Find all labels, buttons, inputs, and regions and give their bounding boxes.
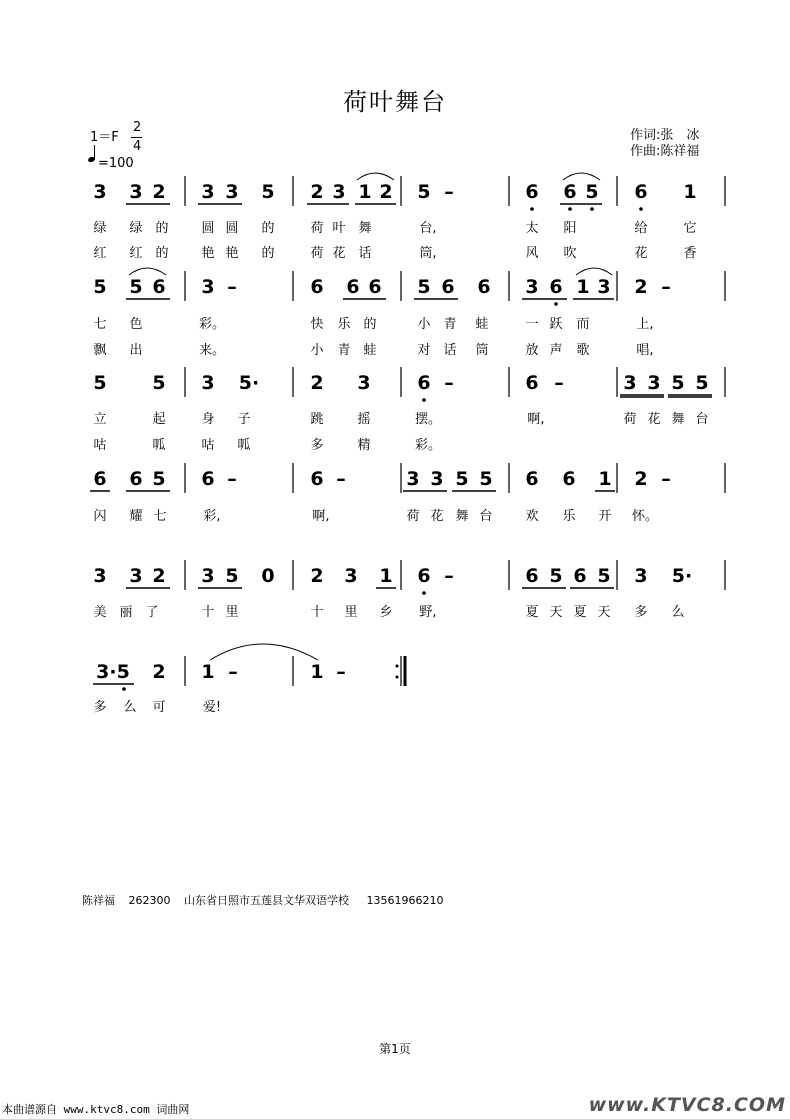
lyric: 欢 xyxy=(525,509,539,524)
lyric: 乡 xyxy=(379,605,393,620)
lyric: 艳 xyxy=(201,246,215,261)
lyric: 呱 xyxy=(152,438,166,453)
note: 5 xyxy=(93,276,107,298)
page-title: 荷叶舞台 xyxy=(343,88,447,116)
lyric: 声 xyxy=(549,343,563,358)
note: – xyxy=(228,661,238,683)
source-watermark: 本曲谱源自 www.ktvc8.com 词曲网 xyxy=(2,1103,190,1116)
lyric: 飘 xyxy=(93,343,107,358)
lyric: 荷 xyxy=(623,412,637,427)
lyric: 话 xyxy=(358,246,372,261)
note: 3 xyxy=(201,276,215,298)
lyricist-credit: 作词:张 冰 xyxy=(630,128,700,143)
note: 2 xyxy=(379,181,393,203)
note: – xyxy=(661,276,671,298)
note: 1 xyxy=(576,276,590,298)
time-signature-top: 2 xyxy=(133,120,142,135)
lyric: 摇 xyxy=(357,412,371,427)
note: 3 xyxy=(647,372,661,394)
note: 3 xyxy=(634,565,648,587)
lyric: 筒 xyxy=(475,343,489,358)
lyric: 而 xyxy=(576,317,590,332)
lyric: 的 xyxy=(261,221,275,236)
lyric: 摆。 xyxy=(414,412,441,427)
lyric: 来。 xyxy=(198,343,225,358)
note: 6 xyxy=(477,276,491,298)
note: 5 xyxy=(455,468,469,490)
lyric: 花 xyxy=(634,246,648,261)
lyric: 身 xyxy=(201,412,215,427)
note: – xyxy=(444,565,454,587)
note: 0 xyxy=(261,565,275,587)
note: 2 xyxy=(634,468,648,490)
lyric: 里 xyxy=(344,605,358,620)
lyric: 青 xyxy=(337,343,351,358)
lyric: 红 xyxy=(129,246,143,261)
lyric: 多 xyxy=(634,605,648,620)
note: 6 xyxy=(525,372,539,394)
footer-postcode: 262300 xyxy=(128,894,171,907)
repeat-dot xyxy=(396,676,399,679)
note: 6 xyxy=(441,276,455,298)
note: 5 xyxy=(479,468,493,490)
note: 5 xyxy=(585,181,599,203)
lyric: 咕 xyxy=(93,438,107,453)
note: 5 xyxy=(671,372,685,394)
key-signature: 1＝F xyxy=(90,130,119,145)
note: 2 xyxy=(152,181,166,203)
note: 6 xyxy=(417,372,431,394)
lyric: 立 xyxy=(93,412,107,427)
composer-credit: 作曲:陈祥福 xyxy=(630,144,700,159)
lyric: 花 xyxy=(647,412,661,427)
note: 3 xyxy=(597,276,611,298)
lyric: 上, xyxy=(636,317,654,332)
note: 3·5 xyxy=(96,661,130,683)
lyric: 它 xyxy=(683,221,697,236)
note: 6 xyxy=(563,181,577,203)
lyric: 美 xyxy=(93,605,107,620)
note: 5 xyxy=(417,276,431,298)
note: 3 xyxy=(201,372,215,394)
note: 5 xyxy=(597,565,611,587)
note: 6 xyxy=(152,276,166,298)
lyric: 叶 xyxy=(332,221,346,236)
note: – xyxy=(554,372,564,394)
lyric: 天 xyxy=(597,605,611,620)
note: 6 xyxy=(201,468,215,490)
note: 2 xyxy=(152,661,166,683)
lyric: 的 xyxy=(363,317,377,332)
note: 5 xyxy=(225,565,239,587)
note: 5 xyxy=(93,372,107,394)
footer-phone: 13561966210 xyxy=(366,894,444,907)
low-dot xyxy=(530,207,534,211)
note: 2 xyxy=(310,565,324,587)
lyric: 怀。 xyxy=(631,509,658,524)
lyric: 吹 xyxy=(563,246,577,261)
lyric: 色 xyxy=(129,317,143,332)
note: 1 xyxy=(310,661,324,683)
lyric: 舞 xyxy=(358,221,372,236)
tie xyxy=(129,268,166,275)
note: 6 xyxy=(346,276,360,298)
lyric: 天 xyxy=(549,605,563,620)
note: 3 xyxy=(93,565,107,587)
lyric: 红 xyxy=(93,246,107,261)
lyric: 十 xyxy=(201,605,215,620)
lyric: 开 xyxy=(598,509,612,524)
lyric: 子 xyxy=(237,412,251,427)
lyric: 唱, xyxy=(636,343,654,358)
tie xyxy=(576,268,612,275)
note: 5 xyxy=(549,565,563,587)
lyric: 起 xyxy=(152,412,166,427)
tie xyxy=(563,173,600,180)
repeat-dot xyxy=(396,665,399,668)
lyric: 筒, xyxy=(419,246,437,261)
note: – xyxy=(227,276,237,298)
note: 6 xyxy=(93,468,107,490)
note: 6 xyxy=(525,468,539,490)
lyric: 艳 xyxy=(225,246,239,261)
low-dot xyxy=(568,207,572,211)
note: – xyxy=(661,468,671,490)
note: 6 xyxy=(310,276,324,298)
lyric: 话 xyxy=(443,343,457,358)
lyric: 给 xyxy=(634,221,648,236)
note: 3 xyxy=(332,181,346,203)
note: 2 xyxy=(634,276,648,298)
lyric: 对 xyxy=(417,343,431,358)
note: 5· xyxy=(238,372,260,394)
footer-contact xyxy=(82,892,443,908)
brand-watermark: www.KTVC8.COM xyxy=(588,1094,786,1116)
lyric: 啊, xyxy=(312,509,330,524)
time-signature-bottom: 4 xyxy=(133,139,142,154)
lyric: 放 xyxy=(525,343,539,358)
note: 6 xyxy=(368,276,382,298)
low-dot xyxy=(554,302,558,306)
lyric: 耀 xyxy=(129,509,143,524)
note: 6 xyxy=(634,181,648,203)
lyric: 舞 xyxy=(455,509,469,524)
note: 5 xyxy=(129,276,143,298)
note: 5 xyxy=(695,372,709,394)
lyric: 歌 xyxy=(576,343,590,358)
tie xyxy=(357,173,394,180)
lyric: 台 xyxy=(479,509,493,524)
lyric: 呱 xyxy=(237,438,251,453)
lyric: 啊, xyxy=(527,412,545,427)
low-dot xyxy=(639,207,643,211)
lyric: 的 xyxy=(155,221,169,236)
note: 3 xyxy=(357,372,371,394)
lyric: 阳 xyxy=(563,221,577,236)
low-dot xyxy=(590,207,594,211)
lyric: 野, xyxy=(419,605,437,620)
lyric: 彩。 xyxy=(198,317,225,332)
lyric: 七 xyxy=(153,509,167,524)
lyric: 的 xyxy=(261,246,275,261)
note: 1 xyxy=(683,181,697,203)
lyric: 花 xyxy=(332,246,346,261)
note: 6 xyxy=(573,565,587,587)
low-dot xyxy=(422,591,426,595)
note: 6 xyxy=(525,181,539,203)
lyric: 香 xyxy=(683,246,697,261)
note: 1 xyxy=(358,181,372,203)
lyric: 夏 xyxy=(573,605,587,620)
lyric: 快 xyxy=(310,317,324,332)
note: 6 xyxy=(549,276,563,298)
lyric: 彩, xyxy=(203,509,221,524)
lyric: 台, xyxy=(419,221,437,236)
lyric: 了 xyxy=(145,605,159,620)
lyric: 一 xyxy=(525,317,539,332)
note: 3 xyxy=(344,565,358,587)
tie xyxy=(210,644,318,660)
lyric: 荷 xyxy=(406,509,420,524)
note: 2 xyxy=(152,565,166,587)
lyric: 七 xyxy=(93,317,107,332)
lyric: 多 xyxy=(310,438,324,453)
lyric: 蛙 xyxy=(363,343,377,358)
lyric: 蛙 xyxy=(475,317,489,332)
note: 3 xyxy=(430,468,444,490)
footer-author: 陈祥福 xyxy=(82,894,115,907)
lyric: 花 xyxy=(430,509,444,524)
page-number: 第1页 xyxy=(379,1042,411,1056)
note: 6 xyxy=(525,565,539,587)
note: – xyxy=(444,181,454,203)
lyric: 爱! xyxy=(202,700,222,715)
note: 6 xyxy=(417,565,431,587)
lyric: 舞 xyxy=(671,412,685,427)
lyric: 十 xyxy=(310,605,324,620)
bar-lines xyxy=(185,176,725,686)
note: 1 xyxy=(379,565,393,587)
note: 3 xyxy=(129,181,143,203)
note: – xyxy=(444,372,454,394)
note: – xyxy=(227,468,237,490)
note: 1 xyxy=(201,661,215,683)
lyric: 精 xyxy=(357,438,371,453)
note: 1 xyxy=(598,468,612,490)
note: 2 xyxy=(310,181,324,203)
lyric: 风 xyxy=(525,246,539,261)
note: 3 xyxy=(93,181,107,203)
lyric: 乐 xyxy=(337,317,351,332)
lyric: 跳 xyxy=(310,412,324,427)
note: – xyxy=(336,468,346,490)
lyric: 咕 xyxy=(201,438,215,453)
ties xyxy=(129,173,612,660)
note: 5 xyxy=(261,181,275,203)
note: 5· xyxy=(671,565,693,587)
lyric: 里 xyxy=(225,605,239,620)
note: 6 xyxy=(129,468,143,490)
note: 2 xyxy=(310,372,324,394)
lyric: 台 xyxy=(695,412,709,427)
lyric: 荷 xyxy=(310,221,324,236)
lyric: 跃 xyxy=(549,317,563,332)
note: 3 xyxy=(225,181,239,203)
tempo-marking: =100 xyxy=(98,156,134,171)
lyric: 圆 xyxy=(225,221,239,236)
lyric: 小 xyxy=(417,317,431,332)
lyric: 么 xyxy=(671,605,685,620)
note: 5 xyxy=(152,468,166,490)
lyric: 闪 xyxy=(93,509,107,524)
lyric: 出 xyxy=(129,343,143,358)
note: 6 xyxy=(310,468,324,490)
note: 5 xyxy=(152,372,166,394)
octave-dots xyxy=(122,207,643,691)
note: 3 xyxy=(201,565,215,587)
lyric: 彩。 xyxy=(414,438,441,453)
note: 3 xyxy=(201,181,215,203)
lyric: 夏 xyxy=(525,605,539,620)
note: 3 xyxy=(525,276,539,298)
low-dot xyxy=(422,398,426,402)
footer-address: 山东省日照市五莲县文华双语学校 xyxy=(184,894,349,907)
lyric: 多 xyxy=(93,700,107,715)
note: – xyxy=(336,661,346,683)
note: 3 xyxy=(623,372,637,394)
lyric: 小 xyxy=(310,343,324,358)
note: 3 xyxy=(406,468,420,490)
lyric: 乐 xyxy=(562,509,576,524)
lyric: 绿 xyxy=(129,221,143,236)
note: 3 xyxy=(129,565,143,587)
lyric: 么 xyxy=(123,700,137,715)
lyric: 太 xyxy=(525,221,539,236)
lyric: 青 xyxy=(443,317,457,332)
lyric: 的 xyxy=(155,246,169,261)
low-dot xyxy=(122,687,126,691)
lyric: 绿 xyxy=(93,221,107,236)
lyric: 丽 xyxy=(119,605,133,620)
lyric: 圆 xyxy=(201,221,215,236)
note: 6 xyxy=(562,468,576,490)
lyric: 可 xyxy=(152,700,166,715)
lyric: 荷 xyxy=(310,246,324,261)
note: 5 xyxy=(417,181,431,203)
